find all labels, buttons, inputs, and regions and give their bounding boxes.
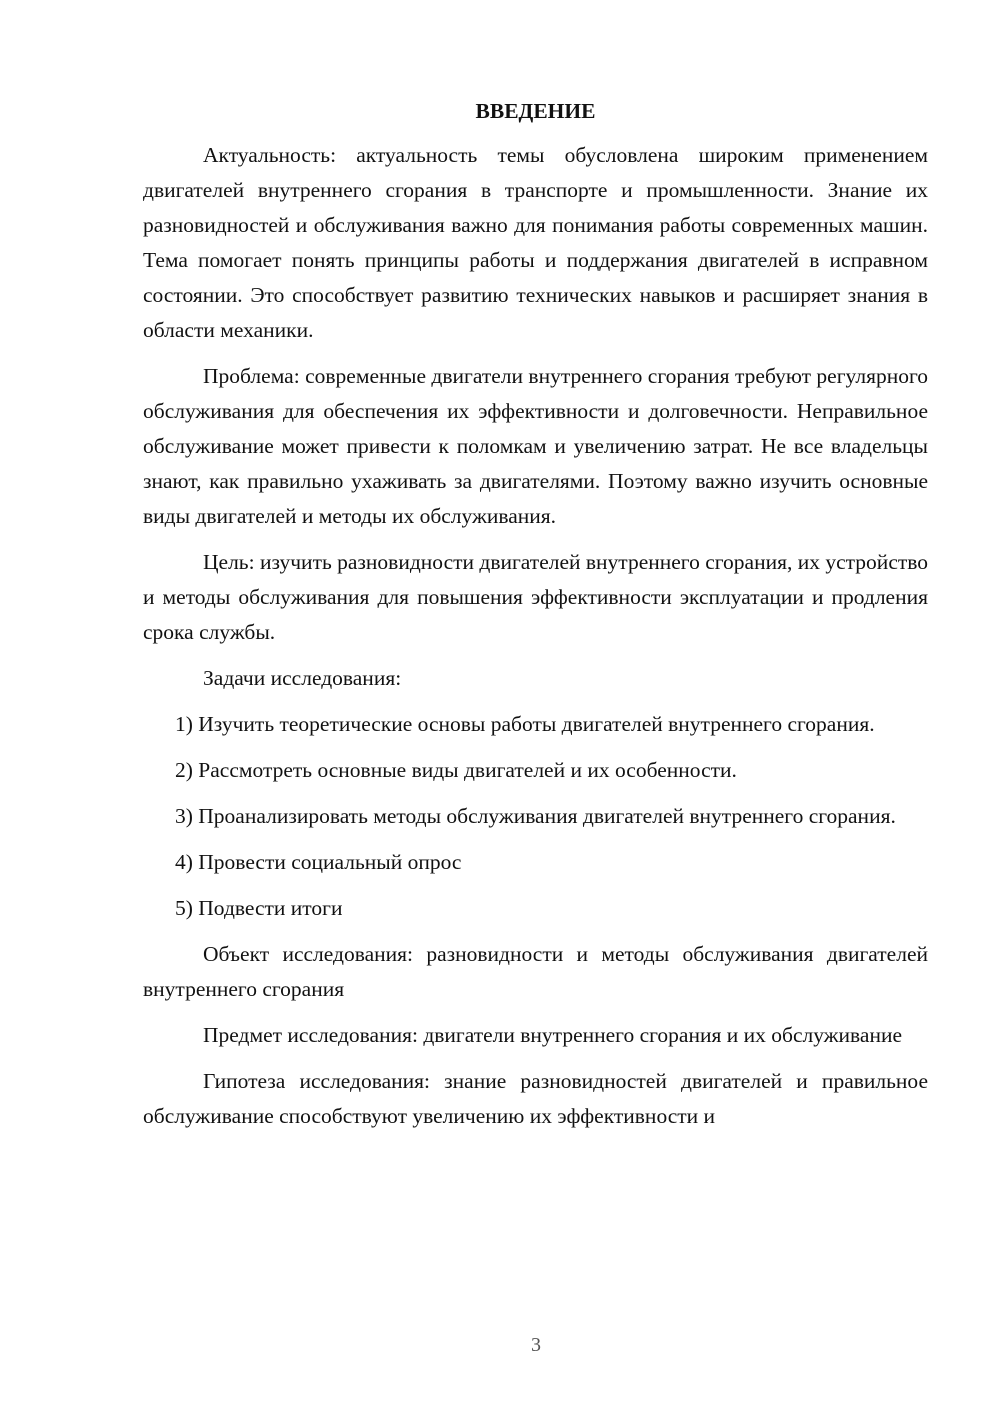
goal-paragraph: Цель: изучить разновидности двигателей внутреннего сгорания, их устройство и методы обслуживания для повышения эффективности эксплуатации и продления срока службы.	[143, 550, 929, 644]
relevance-paragraph: Актуальность: актуальность темы обусловлена широким применением двигателей внутреннего сгорания в транспорте и промышленности. Знание их разновидностей и обслуживания важно для понимания работы современных машин. Тема помогает понять принципы работы и поддержания двигателей в исправном состоянии. Это способствует развитию технических навыков и расширяет знания в области механики.	[143, 143, 928, 342]
task-item: 3) Проанализировать методы обслуживания двигателей внутреннего сгорания.	[175, 804, 896, 828]
task-item: 2) Рассмотреть основные виды двигателей и их особенности.	[175, 758, 737, 782]
subject-paragraph: Предмет исследования: двигатели внутреннего сгорания и их обслуживание	[203, 1023, 903, 1047]
task-item: 5) Подвести итоги	[175, 896, 343, 920]
object-paragraph: Объект исследования: разновидности и методы обслуживания двигателей внутреннего сгорания	[143, 942, 928, 1001]
hypothesis-paragraph: Гипотеза исследования: знание разновидностей двигателей и правильное обслуживание способствуют увеличению их эффективности и	[143, 1069, 928, 1128]
task-item: 1) Изучить теоретические основы работы двигателей внутреннего сгорания.	[175, 712, 875, 736]
page-number: 3	[531, 1334, 541, 1356]
task-item: 4) Провести социальный опрос	[175, 850, 462, 874]
problem-paragraph: Проблема: современные двигатели внутреннего сгорания требуют регулярного обслуживания для обеспечения их эффективности и долговечности. Неправильное обслуживание может привести к поломкам и увеличению затрат. Не все владельцы знают, как правильно ухаживать за двигателями. Поэтому важно изучить основные виды двигателей и методы их обслуживания.	[143, 364, 928, 528]
document-page	[143, 96, 928, 1145]
section-title: ВВЕДЕНИЕ	[475, 99, 596, 123]
tasks-heading: Задачи исследования:	[203, 666, 402, 690]
